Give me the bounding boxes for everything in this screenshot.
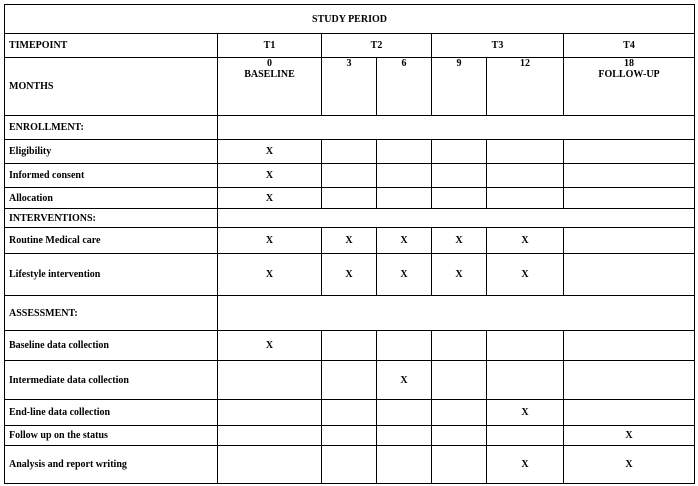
mark-cell — [432, 164, 487, 188]
mark-cell: X — [322, 228, 377, 254]
mark-cell — [377, 331, 432, 361]
mark-cell — [322, 446, 377, 484]
mark-cell: X — [487, 400, 564, 426]
mark-cell — [322, 140, 377, 164]
mark-cell — [432, 446, 487, 484]
row-label: End-line data collection — [5, 400, 218, 426]
month-value: 9 — [456, 58, 462, 69]
month-cell — [322, 58, 377, 116]
month-value: 12 — [520, 58, 530, 69]
mark-cell — [218, 446, 322, 484]
table-row — [5, 188, 695, 209]
row-label: Informed consent — [5, 164, 218, 188]
timepoint-t3: T3 — [432, 34, 564, 58]
mark-cell: X — [432, 228, 487, 254]
table-row — [5, 254, 695, 296]
table-row — [5, 426, 695, 446]
mark-cell: X — [487, 446, 564, 484]
mark-cell — [218, 400, 322, 426]
mark-cell — [564, 400, 695, 426]
mark-cell — [564, 188, 695, 209]
table-row — [5, 361, 695, 400]
timepoint-t1: T1 — [218, 34, 322, 58]
mark-cell — [377, 188, 432, 209]
timepoint-label: TIMEPOINT — [5, 34, 218, 58]
mark-cell — [322, 426, 377, 446]
mark-cell: X — [487, 228, 564, 254]
mark-cell — [487, 188, 564, 209]
section-assessment-label: ASSESSMENT: — [5, 296, 218, 331]
mark-cell — [487, 331, 564, 361]
table-row — [5, 331, 695, 361]
mark-cell — [564, 361, 695, 400]
months-row — [5, 58, 695, 116]
mark-cell: X — [218, 254, 322, 296]
timepoint-t2: T2 — [322, 34, 432, 58]
table-title: STUDY PERIOD — [5, 5, 695, 34]
mark-cell: X — [377, 361, 432, 400]
mark-cell — [487, 426, 564, 446]
row-label: Lifestyle intervention — [5, 254, 218, 296]
month-value: 3 — [346, 58, 352, 69]
mark-cell — [564, 254, 695, 296]
mark-cell: X — [432, 254, 487, 296]
mark-cell: X — [218, 140, 322, 164]
mark-cell: X — [564, 426, 695, 446]
mark-cell — [487, 361, 564, 400]
month-value: 0 — [267, 58, 272, 69]
mark-cell — [322, 164, 377, 188]
month-cell — [377, 58, 432, 116]
timepoint-t4: T4 — [564, 34, 695, 58]
mark-cell — [322, 188, 377, 209]
mark-cell — [377, 164, 432, 188]
mark-cell: X — [218, 228, 322, 254]
month-cell — [432, 58, 487, 116]
row-label: Routine Medical care — [5, 228, 218, 254]
month-sub: FOLLOW-UP — [598, 69, 660, 80]
section-row — [5, 116, 695, 140]
mark-cell: X — [218, 164, 322, 188]
mark-cell — [322, 331, 377, 361]
mark-cell — [564, 331, 695, 361]
mark-cell — [564, 228, 695, 254]
mark-cell — [432, 188, 487, 209]
mark-cell — [487, 164, 564, 188]
row-label: Eligibility — [5, 140, 218, 164]
title-row — [5, 5, 695, 34]
mark-cell: X — [218, 188, 322, 209]
mark-cell — [377, 140, 432, 164]
row-label: Allocation — [5, 188, 218, 209]
mark-cell — [432, 426, 487, 446]
mark-cell: X — [377, 228, 432, 254]
mark-cell: X — [487, 254, 564, 296]
table-row — [5, 140, 695, 164]
mark-cell — [432, 400, 487, 426]
mark-cell — [377, 446, 432, 484]
month-sub: BASELINE — [244, 69, 295, 80]
mark-cell — [432, 361, 487, 400]
table-row — [5, 400, 695, 426]
month-cell — [487, 58, 564, 116]
row-label: Baseline data collection — [5, 331, 218, 361]
mark-cell — [432, 140, 487, 164]
mark-cell — [377, 400, 432, 426]
row-label: Intermediate data collection — [5, 361, 218, 400]
month-value: 6 — [401, 58, 407, 69]
section-row — [5, 209, 695, 228]
section-row — [5, 296, 695, 331]
row-label: Analysis and report writing — [5, 446, 218, 484]
mark-cell: X — [377, 254, 432, 296]
mark-cell: X — [322, 254, 377, 296]
section-enrollment-label: ENROLLMENT: — [5, 116, 218, 140]
mark-cell — [322, 361, 377, 400]
mark-cell — [377, 426, 432, 446]
month-cell — [564, 58, 695, 116]
study-schedule-table — [4, 4, 695, 484]
mark-cell — [564, 140, 695, 164]
row-label: Follow up on the status — [5, 426, 218, 446]
mark-cell — [487, 140, 564, 164]
mark-cell — [564, 164, 695, 188]
month-value: 18 — [624, 58, 635, 69]
mark-cell — [218, 361, 322, 400]
mark-cell: X — [564, 446, 695, 484]
mark-cell: X — [218, 331, 322, 361]
month-cell — [218, 58, 322, 116]
timepoint-row — [5, 34, 695, 58]
table-row — [5, 446, 695, 484]
mark-cell — [218, 426, 322, 446]
table-row — [5, 228, 695, 254]
table-row — [5, 164, 695, 188]
mark-cell — [432, 331, 487, 361]
mark-cell — [322, 400, 377, 426]
months-label: MONTHS — [5, 58, 218, 116]
section-interventions-label: INTERVENTIONS: — [5, 209, 218, 228]
